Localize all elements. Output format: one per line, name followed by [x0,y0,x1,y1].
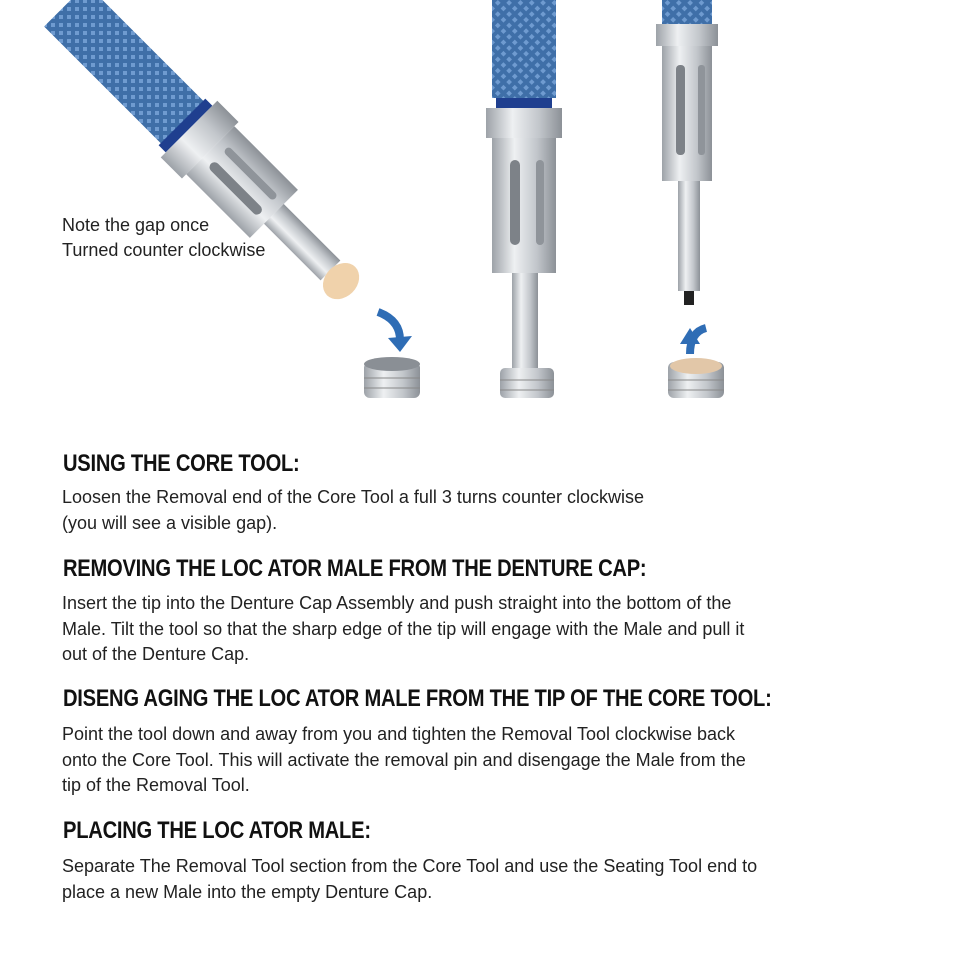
section-body [62,854,757,905]
body-line: out of the Denture Cap. [62,644,250,664]
body-line: place a new Male into the empty Denture Cap. [62,881,433,902]
tool-3-vertical [656,0,718,305]
note-line: Note the gap once [62,215,210,235]
section-heading: PLACING THE LOC ATOR MALE: [63,817,371,844]
body-line: Loosen the Removal end of the Core Tool a full 3 turns counter clockwise [62,487,644,507]
tool-1-angled [37,0,381,321]
tool-2-vertical [486,0,562,398]
section-body [62,591,744,668]
male-on-tip [684,291,694,305]
body-line: Separate The Removal Tool section from the Core Tool and use the Seating Tool end to [62,856,758,876]
denture-cap-1 [364,357,420,398]
section-body [62,722,746,799]
body-line: (you will see a visible gap). [62,512,278,533]
denture-cap-3 [668,358,724,398]
tool-illustration [0,0,960,420]
note-line: Turned counter clockwise [62,240,266,260]
gap-note [62,213,265,263]
arrow-down-icon [378,312,400,340]
body-line: Point the tool down and away from you and tighten the Removal Tool clockwise back [62,724,736,744]
section-heading: REMOVING THE LOC ATOR MALE FROM THE DENTURE CAP: [63,555,647,582]
body-line: tip of the Removal Tool. [62,775,250,795]
body-line: Male. Tilt the tool so that the sharp edge of the tip will engage with the Male and pull it [62,618,745,639]
body-line: Insert the tip into the Denture Cap Assembly and push straight into the bottom of the [62,593,732,613]
section-heading: USING THE CORE TOOL: [63,450,300,477]
section-body [62,485,644,536]
body-line: onto the Core Tool. This will activate the removal pin and disengage the Male from the [62,749,746,770]
section-heading: DISENG AGING THE LOC ATOR MALE FROM THE TIP OF THE CORE TOOL: [63,685,772,712]
